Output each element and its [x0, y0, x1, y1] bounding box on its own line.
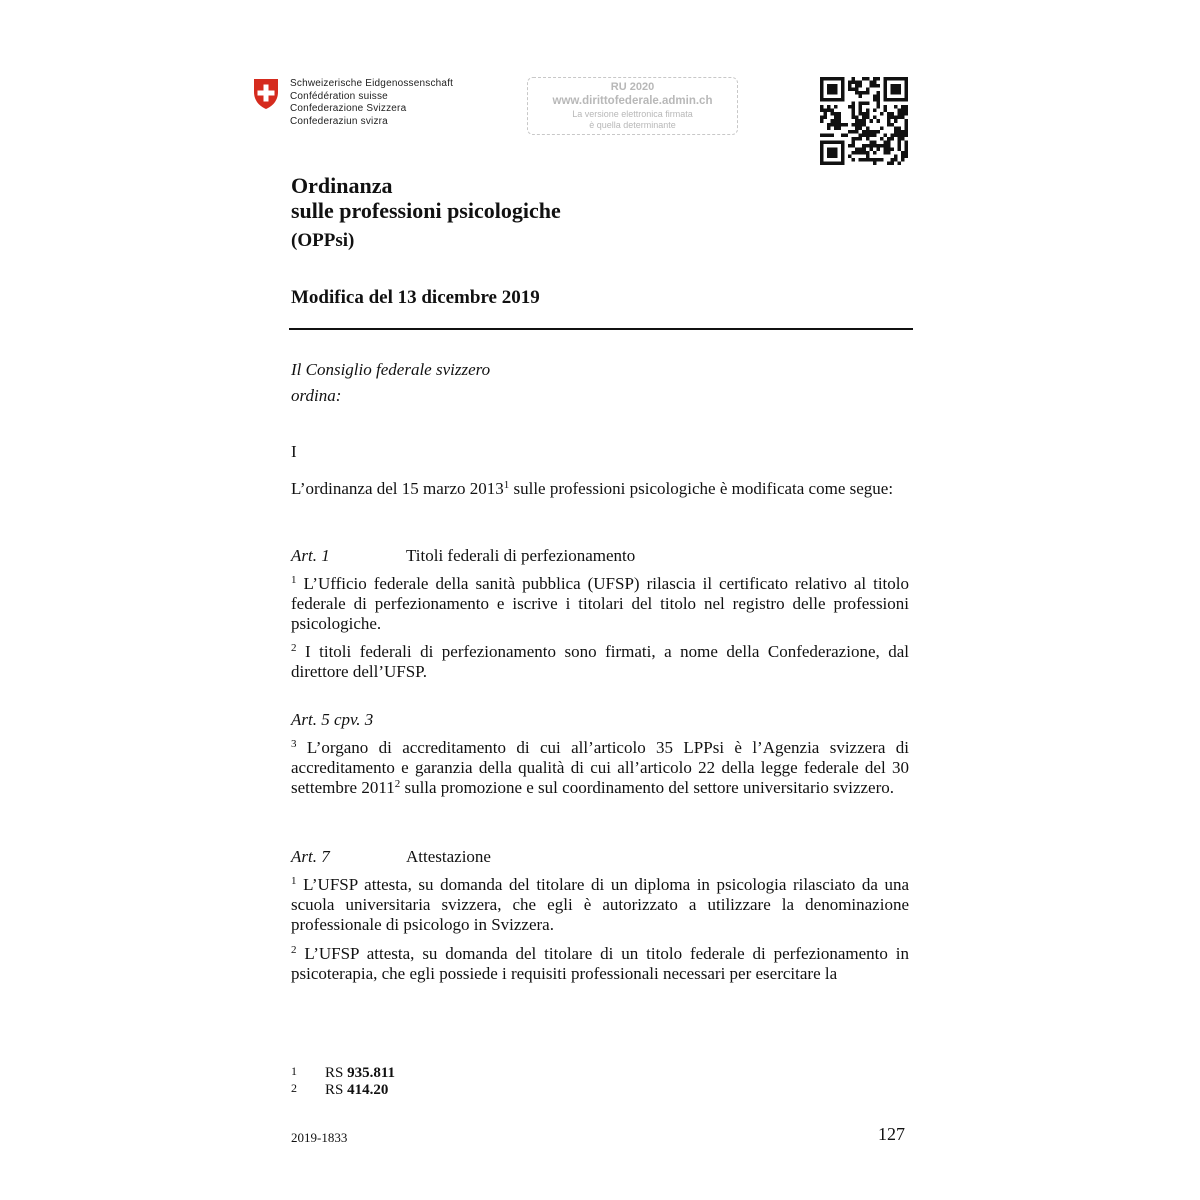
art1-title: Titoli federali di perfezionamento: [406, 546, 636, 565]
page-number: 127: [878, 1124, 905, 1144]
paragraph-number: 1: [291, 574, 297, 586]
qr-code-icon: [820, 77, 908, 165]
art7-paragraph-1: [291, 875, 909, 935]
art1-label: Art. 1: [291, 546, 330, 565]
art1-p2-text: I titoli federali di perfezionamento sono firmati, a nome della Confederazione, dal direttore dell’UFSP.: [291, 642, 909, 681]
art7-paragraph-2: [291, 944, 909, 984]
stamp-ru: RU 2020: [610, 81, 655, 93]
document-id: 2019-1833: [291, 1130, 348, 1145]
swiss-cross-icon: [252, 78, 280, 110]
confed-name-fr: Confédération suisse: [290, 90, 388, 102]
footnote-prefix: RS: [325, 1082, 348, 1098]
art1-p1-text: L’Ufficio federale della sanità pubblica (UFSP) rilascia il certificato relativo al titolo federale di perfezionamento e iscrive i titolari del titolo nel registro delle professioni psicologiche.: [291, 574, 909, 633]
footnote-reference-link[interactable]: 935.811: [347, 1065, 396, 1081]
art5-text-rest: sulla promozione e sul coordinamento del settore universitario svizzero.: [400, 778, 894, 797]
footnote-ref-2[interactable]: 2: [394, 778, 401, 790]
confederation-names: [290, 78, 453, 128]
official-publication-stamp: [527, 77, 738, 135]
paragraph-number: 1: [291, 875, 297, 887]
art7-label: Art. 7: [291, 847, 330, 866]
art1-paragraph-1: [291, 574, 909, 634]
art7-title: Attestazione: [406, 847, 491, 866]
art7-p2-text: L’UFSP attesta, su domanda del titolare di un titolo federale di perfezionamento in psicoterapia, che egli possiede i requisiti professionali necessari per esercitare la: [291, 944, 909, 983]
document-title: [291, 173, 561, 223]
art7-p1-text: L’UFSP attesta, su domanda del titolare di un diploma in psicologia rilasciato da una scuola universitaria svizzera, che egli è autorizzato a utilizzare la denominazione professionale di psicologo in Svizzera.: [291, 875, 909, 934]
footnote-reference-link[interactable]: 414.20: [347, 1082, 389, 1098]
confed-name-it: Confederazione Svizzera: [290, 103, 407, 114]
art5-text: L’organo di accreditamento di cui all’articolo 35 LPPsi è l’Agenzia svizzera di accreditamento e garanzia della qualità di cui all’articolo 22 della legge federale del 30 settembre 2011: [291, 738, 909, 797]
footnote-1: [291, 1063, 395, 1081]
title-divider: [289, 328, 913, 330]
stamp-url[interactable]: www.dirittofederale.admin.ch: [552, 95, 713, 107]
title-line-1: Ordinanza: [291, 173, 393, 198]
title-line-2: sulle professioni psicologiche: [291, 198, 561, 223]
stamp-note-1: La versione elettronica firmata: [572, 109, 693, 119]
art1-paragraph-2: [291, 642, 909, 682]
confed-name-de: Schweizerische Eidgenossenschaft: [290, 78, 454, 89]
footnote-number: 1: [291, 1064, 297, 1078]
art5-paragraph-3: [291, 738, 909, 798]
footnote-ref-1[interactable]: 1: [503, 479, 510, 491]
title-abbreviation: (OPPsi): [291, 230, 355, 251]
amendment-date: Modifica del 13 dicembre 2019: [291, 287, 540, 308]
art5-label: Art. 5 cpv. 3: [291, 710, 374, 729]
preamble-ordina: ordina:: [291, 386, 342, 405]
paragraph-number: 2: [291, 642, 297, 654]
confed-name-rm: Confederaziun svizra: [290, 115, 388, 127]
paragraph-number: 3: [291, 738, 297, 750]
footnote-prefix: RS: [325, 1065, 348, 1081]
stamp-note-2: è quella determinante: [589, 120, 676, 130]
intro-paragraph: [291, 479, 909, 499]
intro-text-rest: sulle professioni psicologiche è modificata come segue:: [509, 479, 894, 498]
section-numeral: I: [291, 442, 297, 461]
paragraph-number: 2: [291, 944, 297, 956]
footnote-2: [291, 1080, 388, 1098]
preamble-authority: Il Consiglio federale svizzero: [291, 360, 491, 379]
footnote-number: 2: [291, 1081, 297, 1095]
intro-text: L’ordinanza del 15 marzo 2013: [291, 479, 504, 498]
